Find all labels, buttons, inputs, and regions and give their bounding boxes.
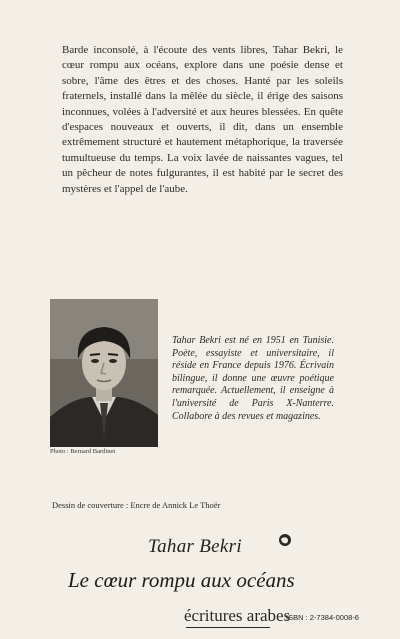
photo-credit: Photo : Bernard Bardinet	[50, 448, 116, 455]
globe-icon	[278, 533, 292, 547]
author-photo	[50, 299, 158, 447]
cover-credit: Dessin de couverture : Encre de Annick Le Thoër	[52, 500, 221, 510]
isbn: ISBN : 2-7384-0008-6	[286, 613, 359, 622]
publisher-name: écritures arabes	[184, 606, 291, 625]
author-bio: Tahar Bekri est né en 1951 en Tunisie. Poète, essayiste et universitaire, il réside en France depuis 1976. Écrivain bilingue, il donne une œuvre poétique remarquée. Actuellement, il enseigne à l'université de Paris X-Nanterre. Collabore à des revues et magazines.	[172, 335, 334, 422]
author-name: Tahar Bekri	[148, 536, 242, 557]
portrait-illustration	[50, 299, 158, 447]
publisher-underline	[186, 627, 270, 628]
book-title: Le cœur rompu aux océans	[68, 568, 295, 592]
blurb-text: Barde inconsolé, à l'écoute des vents libres, Tahar Bekri, le cœur rompu aux océans, explore dans une poésie dense et sobre, l'âme des êtres et des choses. Hanté par les soleils fraternels, installé dans la mêlée du siècle, il érige des saisons inconnues, volées à l'adversité et aux heures blessées. En quête d'espaces nouveaux et ouverts, il dit, dans un ensemble extrêmement structuré et hautement métaphorique, la traversée tumultueuse du temps. La voix lavée de naissantes vagues, tel un pêcheur de notes fulgurantes, il est habité par le secret des mystères et l'appel de l'aube.	[62, 44, 343, 195]
